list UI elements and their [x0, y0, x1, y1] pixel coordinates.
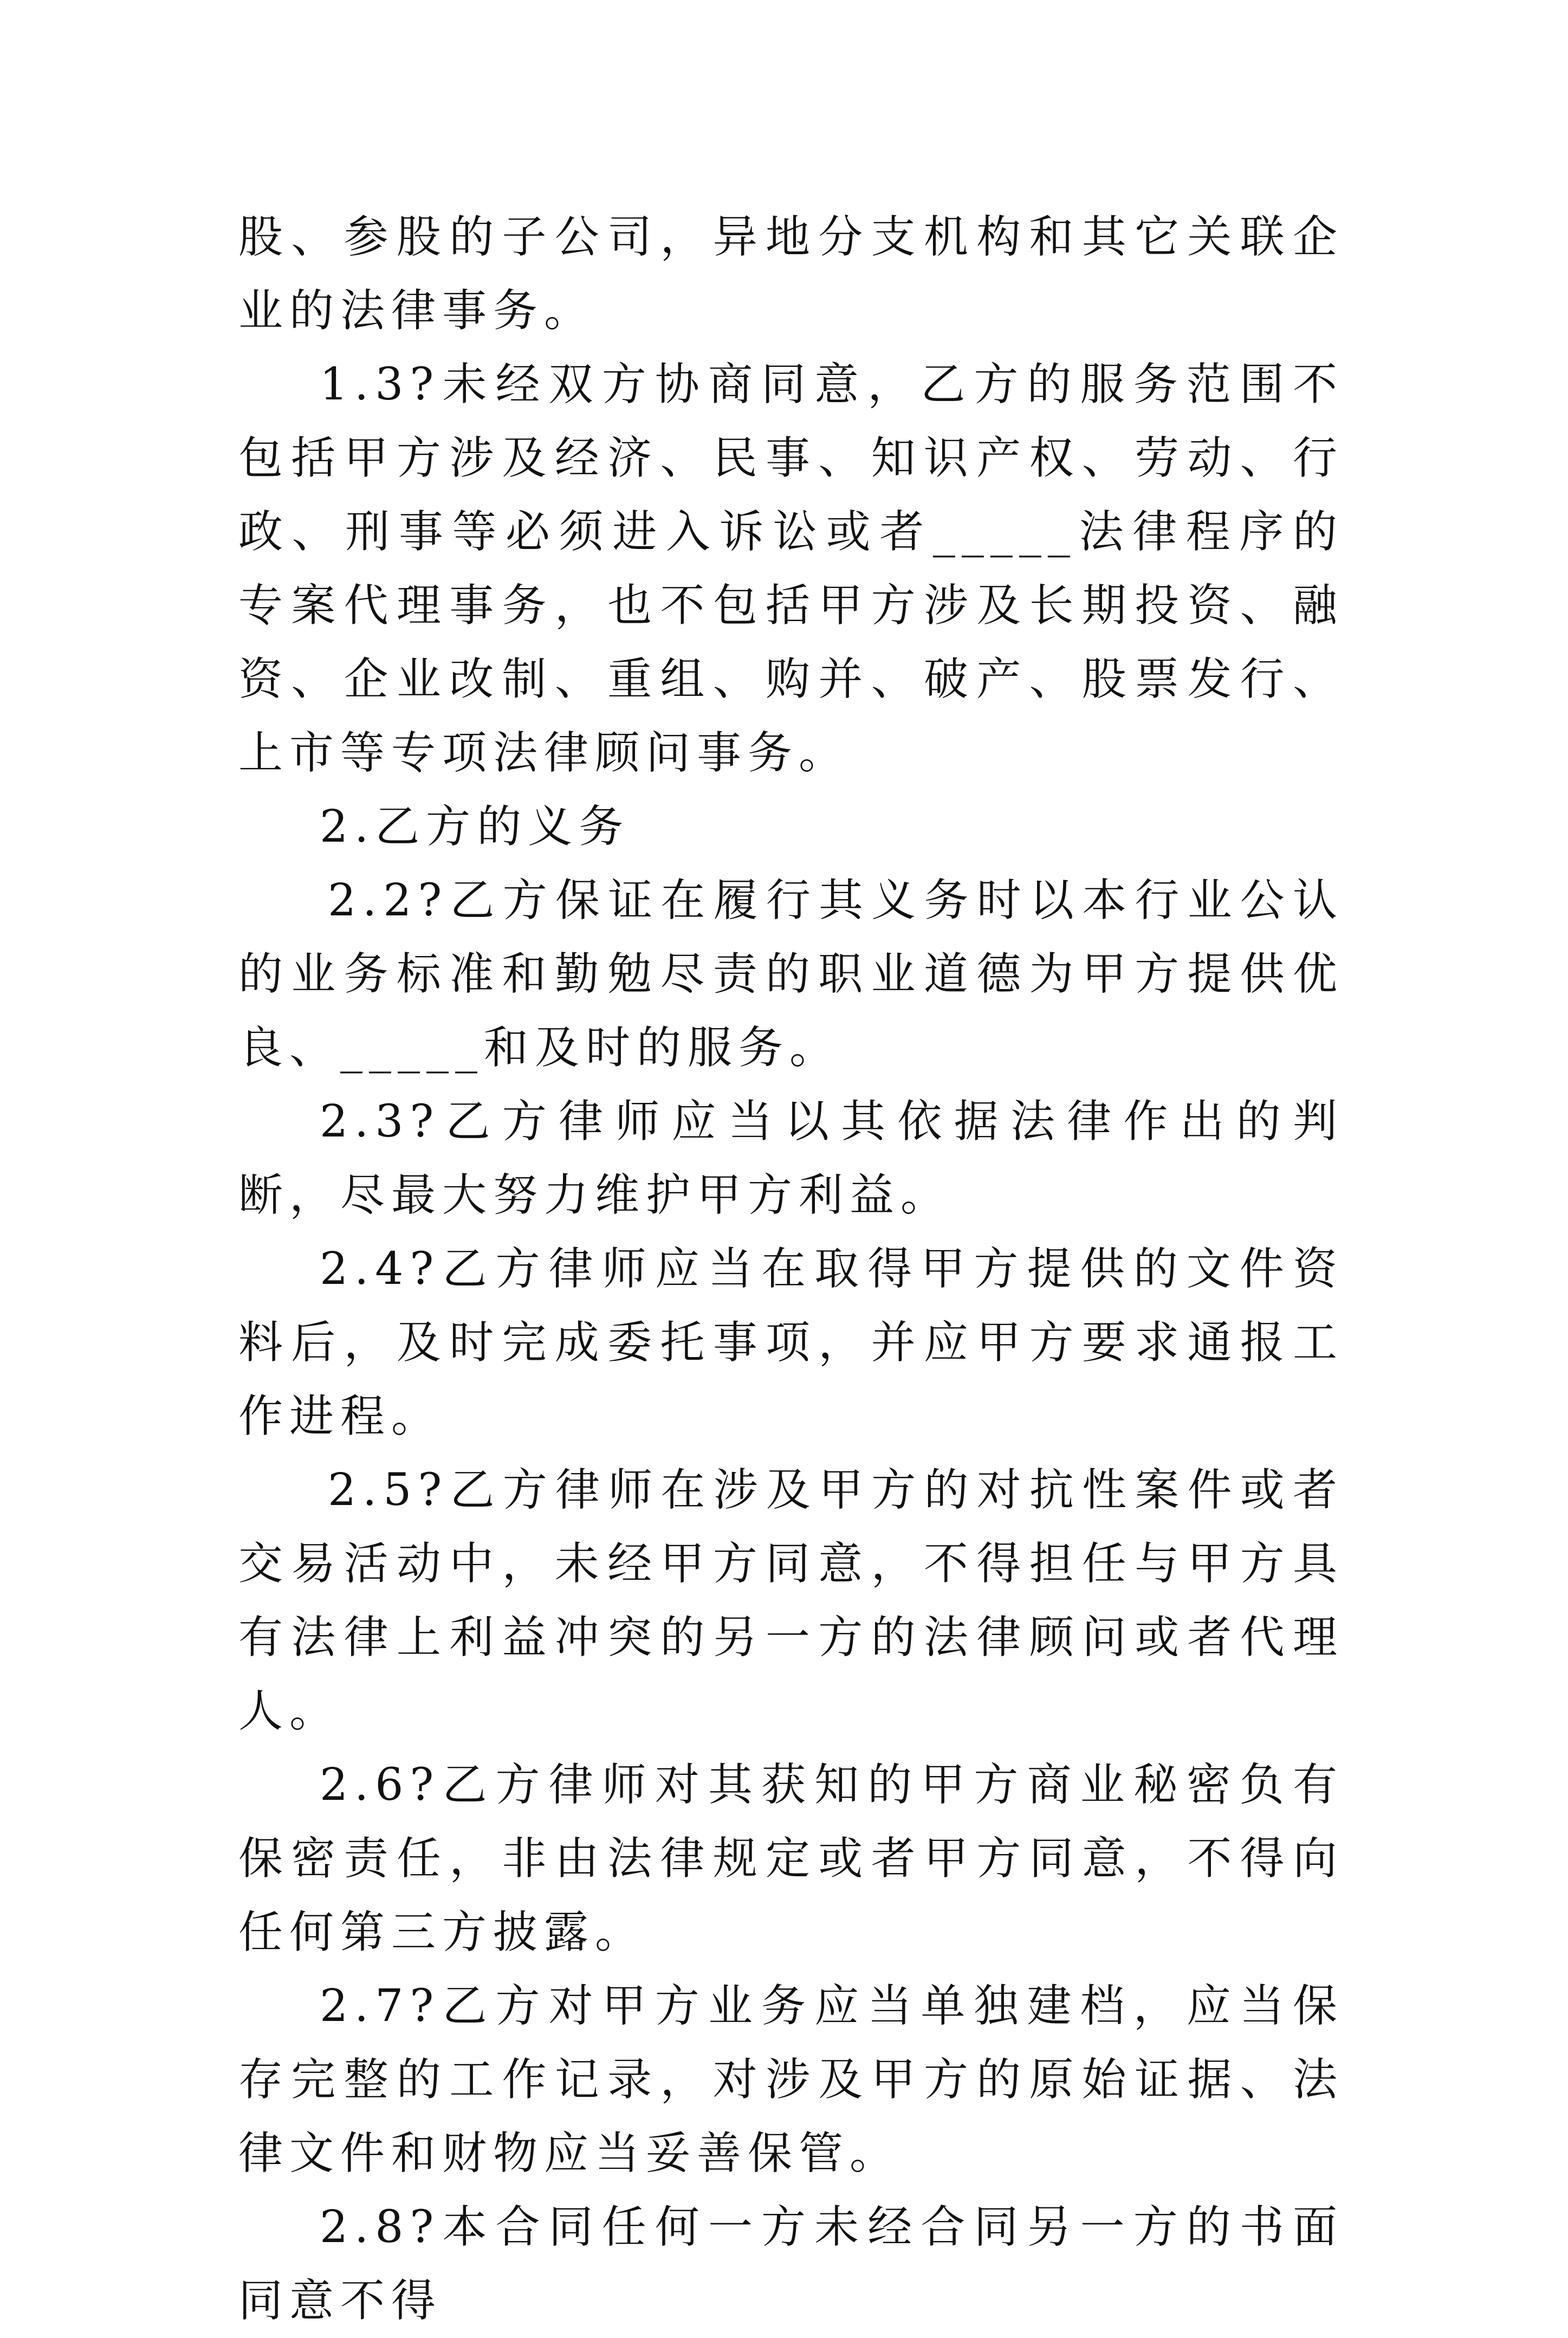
paragraph-continuation: 股、参股的子公司，异地分支机构和其它关联企业的法律事务。 — [238, 211, 1344, 337]
paragraph-clause-2-5: 2.5?乙方律师在涉及甲方的对抗性案件或者交易活动中，未经甲方同意，不得担任与甲方具有法律上利益冲突的另一方的法律顾问或者代理人。 — [238, 1464, 1344, 1737]
document-body — [238, 201, 1344, 2338]
paragraph-clause-1-3: 1.3?未经双方协商同意，乙方的服务范围不包括甲方涉及经济、民事、知识产权、劳动、行政、刑事等必须进入诉讼或者_____法律程序的专案代理事务，也不包括甲方涉及长期投资、融资、企业改制、重组、购并、破产、股票发行、上市等专项法律顾问事务。 — [238, 359, 1344, 779]
paragraph-clause-2-4: 2.4?乙方律师应当在取得甲方提供的文件资料后，及时完成委托事项，并应甲方要求通报工作进程。 — [238, 1243, 1344, 1442]
paragraph-clause-2-7: 2.7?乙方对甲方业务应当单独建档，应当保存完整的工作记录，对涉及甲方的原始证据、法律文件和财物应当妥善保管。 — [238, 1980, 1344, 2179]
paragraph-clause-2-8: 2.8?本合同任何一方未经合同另一方的书面同意不得 — [238, 2201, 1344, 2327]
paragraph-clause-2-3: 2.3?乙方律师应当以其依据法律作出的判断，尽最大努力维护甲方利益。 — [238, 1096, 1344, 1221]
paragraph-clause-2-6: 2.6?乙方律师对其获知的甲方商业秘密负有保密责任，非由法律规定或者甲方同意，不得向任何第三方披露。 — [238, 1759, 1344, 1958]
paragraph-clause-2-2: 2.2?乙方保证在履行其义务时以本行业公认的业务标准和勤勉尽责的职业道德为甲方提供优良、_____和及时的服务。 — [238, 875, 1344, 1074]
section-heading-2: 2.乙方的义务 — [320, 801, 630, 852]
